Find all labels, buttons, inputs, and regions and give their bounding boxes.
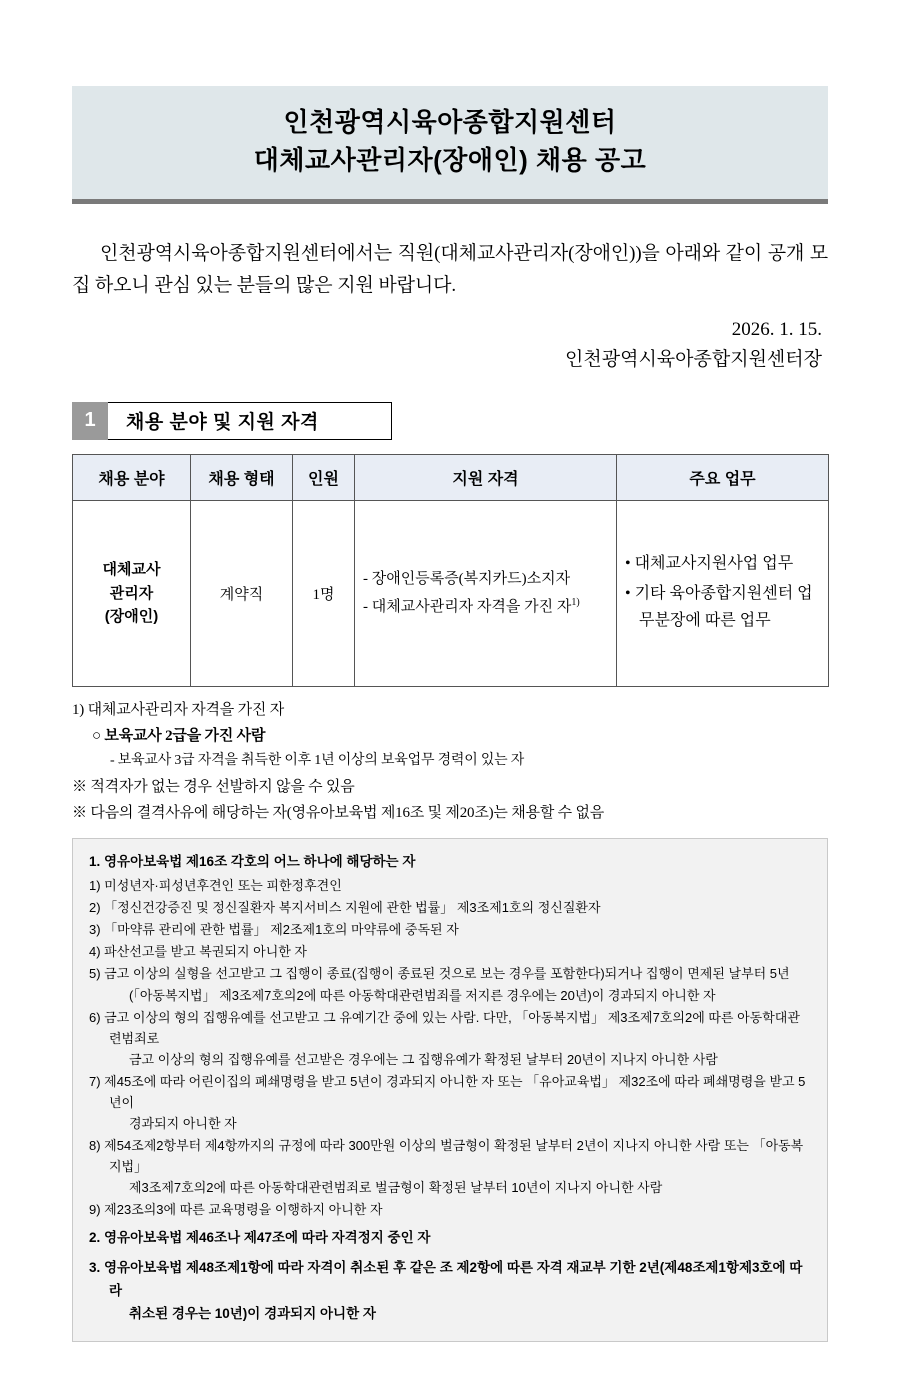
list-item: - 장애인등록증(복지카드)소지자 [363, 570, 571, 587]
law-item-3-cont: 취소된 경우는 10년)이 경과되지 아니한 자 [129, 1305, 376, 1321]
document-title-banner [72, 86, 828, 204]
law-subitem: 9) 제23조의3에 따른 교육명령을 이행하지 아니한 자 [89, 1201, 383, 1217]
cell-headcount: 1명 [293, 500, 355, 686]
col-header-qualification: 지원 자격 [355, 454, 617, 500]
law-subitem-main: 5) 금고 이상의 실형을 선고받고 그 집행이 종료(집행이 종료된 것으로 보는 경우를 포함한다)되거나 집행이 면제된 날부터 5년 [89, 966, 790, 982]
law-subitem [89, 963, 811, 1005]
footnote-1: 1) 대체교사관리자 자격을 가진 자 [72, 701, 285, 718]
law-item-3-head [89, 1257, 811, 1326]
section-heading-1 [72, 402, 392, 440]
law-subitem-main: 6) 금고 이상의 형의 집행유예를 선고받고 그 유예기간 중에 있는 사람. 다만, 「아동복지법」 제3조제7호의2에 따른 아동학대관련범죄로 [89, 1009, 800, 1046]
cell-employment-type: 계약직 [191, 500, 293, 686]
list-item: • 기타 육아종합지원센터 업무분장에 따른 업무 [625, 584, 813, 629]
col-header-duties: 주요 업무 [617, 454, 829, 500]
law-item-2-head: 2. 영유아보육법 제46조나 제47조에 따라 자격정지 중인 자 [89, 1230, 431, 1246]
law-item-3-main: 3. 영유아보육법 제48조제1항에 따라 자격이 취소된 후 같은 조 제2항에 따른 자격 재교부 기한 2년(제48조제1항제3호에 따라 [89, 1259, 803, 1298]
col-header-type: 채용 형태 [191, 454, 293, 500]
law-subitem [89, 1007, 811, 1070]
footnote-marker: 1) [571, 597, 580, 609]
table-row [73, 500, 829, 686]
law-subitem: 1) 미성년자·피성년후견인 또는 피한정후견인 [89, 878, 342, 894]
field-line-1: 대체교사 [102, 561, 161, 579]
recruitment-table [72, 454, 829, 687]
law-subitem [89, 1135, 811, 1198]
qualification-text-2: - 대체교사관리자 자격을 가진 자 [363, 599, 572, 616]
issuer-name: 인천광역시육아종합지원센터장 [565, 349, 822, 371]
page-title-line2: 대체교사관리자(장애인) 채용 공고 [253, 144, 647, 175]
law-subitem-cont: 경과되지 아니한 자 [129, 1115, 237, 1131]
law-subitem-main: 7) 제45조에 따라 어린이집의 폐쇄명령을 받고 5년이 경과되지 아니한 자 또는 「유아교육법」 제32조에 따라 폐쇄명령을 받고 5년이 [89, 1073, 806, 1110]
law-item-1-head: 1. 영유아보육법 제16조 각호의 어느 하나에 해당하는 자 [89, 854, 416, 870]
law-subitem-cont: 제3조제7호의2에 따른 아동학대관련범죄로 벌금형이 확정된 날부터 10년이 지나지 아니한 사람 [129, 1179, 663, 1195]
section-number: 1 [72, 402, 108, 440]
section-title: 채용 분야 및 지원 자격 [108, 402, 392, 440]
note-no-qualified-candidate: ※ 적격자가 없는 경우 선발하지 않을 수 있음 [72, 778, 355, 795]
law-subitem: 4) 파산선고를 받고 복권되지 아니한 자 [89, 944, 307, 960]
table-header-row [73, 454, 829, 500]
announcement-date: 2026. 1. 15. [731, 319, 822, 341]
law-subitem: 2) 「정신건강증진 및 정신질환자 복지서비스 지원에 관한 법률」 제3조제1호의 정신질환자 [89, 900, 601, 916]
footnotes-block [72, 697, 828, 827]
signature-block [72, 315, 828, 376]
law-subitem-cont: (「아동복지법」 제3조제7호의2에 따른 아동학대관련범죄를 저지른 경우에는 20년)이 경과되지 아니한 자 [129, 987, 716, 1003]
law-subitem [89, 1071, 811, 1134]
footnote-1-sub-1: ○ 보육교사 2급을 가진 사람 [92, 728, 266, 745]
cell-duties [617, 500, 829, 686]
law-reference-box [72, 838, 828, 1341]
note-disqualification: ※ 다음의 결격사유에 해당하는 자(영유아보육법 제16조 및 제20조)는 채용할 수 없음 [72, 805, 605, 822]
cell-qualifications [355, 500, 617, 686]
field-line-3: (장애인) [104, 607, 159, 625]
cell-field [73, 500, 191, 686]
col-header-field: 채용 분야 [73, 454, 191, 500]
law-subitem-cont: 금고 이상의 형의 집행유예를 선고받은 경우에는 그 집행유예가 확정된 날부터 20년이 지나지 아니한 사람 [129, 1051, 718, 1067]
col-header-count: 인원 [293, 454, 355, 500]
intro-paragraph: 인천광역시육아종합지원센터에서는 직원(대체교사관리자(장애인))을 아래와 같이 공개 모집 하오니 관심 있는 분들의 많은 지원 바랍니다. [72, 243, 828, 296]
page-title-line1: 인천광역시육아종합지원센터 [283, 107, 617, 137]
law-subitem: 3) 「마약류 관리에 관한 법률」 제2조제1호의 마약류에 중독된 자 [89, 922, 459, 938]
list-item [363, 593, 608, 622]
list-item: • 대체교사지원사업 업무 [625, 554, 794, 572]
law-subitem-main: 8) 제54조제2항부터 제4항까지의 규정에 따라 300만원 이상의 벌금형이 확정된 날부터 2년이 지나지 아니한 사람 또는 「아동복지법」 [89, 1137, 804, 1174]
footnote-1-sub-2: - 보육교사 3급 자격을 취득한 이후 1년 이상의 보육업무 경력이 있는 자 [110, 753, 525, 769]
field-line-2: 관리자 [109, 584, 154, 602]
